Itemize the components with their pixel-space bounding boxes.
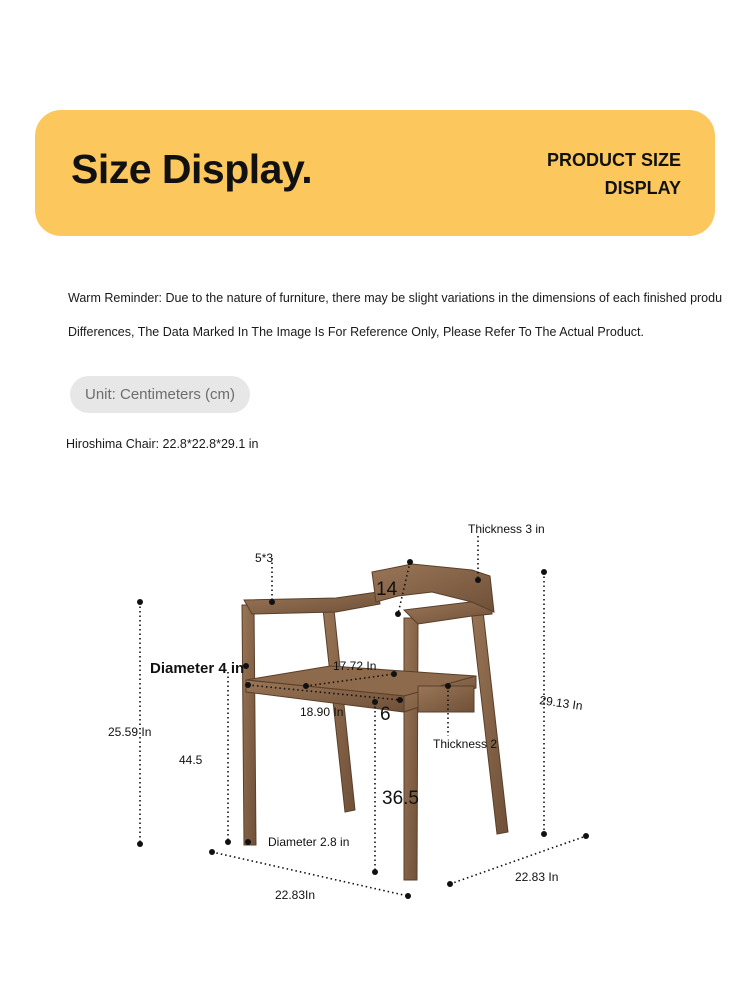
unit-badge: Unit: Centimeters (cm)	[70, 376, 250, 413]
banner-subtitle-line2: DISPLAY	[604, 178, 681, 198]
banner-subtitle	[547, 146, 681, 202]
thickness-top-label: Thickness 3 in	[468, 522, 545, 536]
back-right-leg	[470, 600, 508, 834]
title-banner	[35, 110, 715, 236]
thickness-side-label: Thickness 2	[433, 737, 498, 751]
seat-apron	[418, 686, 474, 712]
five-three-label: 5*3	[255, 551, 274, 565]
leg-diameter-label: Diameter 2.8 in	[268, 835, 350, 849]
right-height-label: 29.13 In	[538, 693, 584, 714]
page-title: Size Display.	[71, 146, 313, 192]
left-height-label: 25.59 In	[108, 725, 152, 739]
reminder-line-2: Differences, The Data Marked In The Image Is For Reference Only, Please Refer To The Actual Product.	[68, 325, 644, 339]
diameter-top-label: Diameter 4 in	[150, 660, 245, 677]
back-height-label: 14	[376, 579, 398, 600]
side-width-label: 22.83 In	[515, 870, 559, 884]
arm-height-label: 44.5	[179, 753, 203, 767]
seat-height-label: 36.5	[382, 788, 419, 809]
dimension-endpoints	[137, 559, 589, 899]
front-width-label: 22.83In	[275, 888, 316, 902]
product-dimensions-line: Hiroshima Chair: 22.8*22.8*29.1 in	[66, 437, 259, 451]
banner-subtitle-line1: PRODUCT SIZE	[546, 150, 681, 170]
chair-dimension-diagram	[0, 480, 750, 960]
seat-depth-label: 17.72 In	[333, 659, 377, 673]
dimension-labels	[108, 522, 583, 902]
dimension-lines	[140, 536, 586, 896]
reminder-line-1: Warm Reminder: Due to the nature of furniture, there may be slight variations in the dimensions of each finished produ	[68, 291, 723, 305]
front-left-leg	[242, 605, 256, 845]
left-armrest	[244, 592, 380, 614]
front-right-leg	[404, 618, 418, 880]
seat-six-label: 6	[380, 704, 391, 725]
seat-width-label: 18.90 In	[300, 705, 344, 719]
